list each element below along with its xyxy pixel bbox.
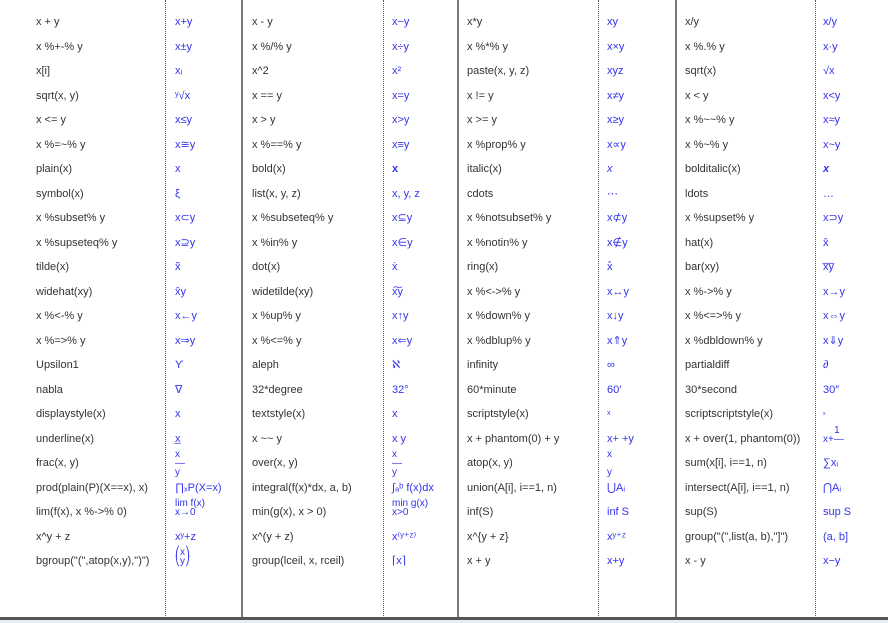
expression-text: x %==% y <box>252 138 302 151</box>
expression-text: x %<=% y <box>252 334 302 347</box>
rendered-expression: x↔y <box>607 285 629 298</box>
rendered-expression: inf S <box>607 506 630 518</box>
rendered-expression: ʸ√x <box>175 89 191 102</box>
rendered-expression: x <box>823 411 826 417</box>
group-divider <box>675 0 677 618</box>
rendered-expression: 1 x+— <box>823 424 844 445</box>
rendered-expression: 30″ <box>823 383 840 396</box>
rendered-expression: x±y <box>175 40 193 53</box>
rendered-expression: x≡y <box>392 138 410 151</box>
expression-text: x %dblup% y <box>467 334 531 347</box>
expression-text: x - y <box>252 16 273 28</box>
rendered-expression: xʸ+z <box>175 530 196 543</box>
expression-text: over(x, y) <box>252 457 298 469</box>
expression-text: bgroup("(",atop(x,y),")") <box>36 555 150 567</box>
rendered-expression: min g(x) x>0 <box>392 498 429 518</box>
rendered-expression: x∈y <box>392 236 413 249</box>
expression-text: x > y <box>252 114 276 126</box>
expression-text: bar(xy) <box>685 261 720 273</box>
rendered-expression: x̃ <box>175 261 181 273</box>
rendered-expression: x̂y <box>175 285 186 298</box>
rendered-expression: x≠y <box>607 89 625 102</box>
expression-text: x %supseteq% y <box>36 236 118 249</box>
rendered-expression: x−y <box>392 16 410 28</box>
expression-text: x %+-% y <box>36 40 83 53</box>
rendered-expression: x y <box>392 432 407 445</box>
expression-text: x^y + z <box>36 530 71 543</box>
rendered-expression: x≥y <box>607 114 625 126</box>
rendered-expression: x <box>392 163 399 175</box>
expression-text: x + over(1, phantom(0)) <box>685 432 801 445</box>
rendered-expression: x y <box>607 449 612 478</box>
expression-text: italic(x) <box>467 163 502 175</box>
expression-text: x*y <box>467 16 483 28</box>
rendered-expression: ∏ₓP(X=x) <box>175 481 222 494</box>
rendered-expression: x·y <box>823 40 838 53</box>
rendered-expression: x⊇y <box>175 236 196 249</box>
expression-text: sqrt(x, y) <box>36 89 79 102</box>
rendered-expression: lim f(x) x→0 <box>175 498 205 518</box>
expression-text: tilde(x) <box>36 261 70 273</box>
expression-text: aleph <box>252 359 279 371</box>
rendered-expression: x←y <box>175 310 197 322</box>
rendered-expression: x⊄y <box>607 212 628 224</box>
expression-text: x %subseteq% y <box>252 212 334 224</box>
group-divider <box>241 0 243 618</box>
expression-text: inf(S) <box>467 506 494 518</box>
expression-text: bolditalic(x) <box>685 163 741 175</box>
rendered-expression: ∇ <box>175 383 183 396</box>
expression-text: union(A[i], i==1, n) <box>467 481 557 494</box>
rendered-expression: x≅y <box>175 138 196 151</box>
rendered-expression: x — y <box>175 449 185 478</box>
rendered-expression: x <box>607 410 611 417</box>
rendered-expression: ϒ <box>175 359 184 371</box>
rendered-expression: sup S <box>823 506 852 518</box>
rendered-expression: x̂ <box>823 236 829 249</box>
expression-text: x %<->% y <box>467 285 521 298</box>
column-divider <box>815 0 816 618</box>
expression-text: x %=~% y <box>36 138 86 151</box>
expression-text: hat(x) <box>685 236 714 249</box>
rendered-expression: x→y <box>823 285 845 298</box>
expression-text: scriptscriptstyle(x) <box>685 408 774 420</box>
rendered-expression: ∫ₐᵇ f(x)dx <box>392 481 434 494</box>
expression-text: widehat(xy) <box>36 285 93 298</box>
rendered-expression: x⇔y <box>823 310 845 322</box>
expression-text: partialdiff <box>685 359 730 371</box>
expression-text: symbol(x) <box>36 187 84 200</box>
expression-text: x %~% y <box>685 138 729 151</box>
rendered-expression: x <box>175 163 181 175</box>
expression-text: group(lceil, x, rceil) <box>252 555 345 567</box>
expression-text: 32*degree <box>252 383 303 396</box>
rendered-expression: ∂ <box>823 359 829 371</box>
rendered-expression: x+y <box>607 555 625 567</box>
expression-text: ring(x) <box>467 261 499 273</box>
expression-text: x %=>% y <box>36 334 86 347</box>
rendered-expression: xᵢ <box>175 65 183 77</box>
expression-text: x/y <box>685 16 700 28</box>
rendered-expression: x=y <box>392 89 410 102</box>
expression-text: x != y <box>467 89 494 102</box>
expression-text: sup(S) <box>685 506 718 518</box>
expression-text: lim(f(x), x %->% 0) <box>36 506 127 518</box>
rendered-expression: ℵ <box>392 359 401 371</box>
expression-text: x >= y <box>467 114 497 126</box>
expression-text: x <= y <box>36 114 66 126</box>
rendered-expression: xʸ⁺ᶻ <box>607 530 626 543</box>
expression-text: 30*second <box>685 383 737 396</box>
expression-text: x %.% y <box>685 40 725 53</box>
rendered-expression: ⋃Aᵢ <box>607 481 626 494</box>
rendered-expression: x <box>392 408 398 420</box>
rendered-expression: x <box>607 163 613 175</box>
expression-text: x %->% y <box>685 285 732 298</box>
rendered-expression: x↑y <box>392 310 409 322</box>
expression-text: x == y <box>252 89 282 102</box>
rendered-expression: ẋ <box>392 261 398 273</box>
rendered-expression: 60′ <box>607 383 622 396</box>
expression-text: x %notin% y <box>467 236 528 249</box>
expression-text: x %down% y <box>467 310 530 322</box>
rendered-expression: x⊂y <box>175 212 196 224</box>
expression-text: x^(y + z) <box>252 530 294 543</box>
expression-text: x^2 <box>252 65 269 77</box>
expression-text: min(g(x), x > 0) <box>252 506 327 518</box>
expression-text: Upsilon1 <box>36 359 79 371</box>
expression-text: group("(",list(a, b),"]") <box>685 530 789 543</box>
rendered-expression: x≈y <box>823 114 841 126</box>
expression-text: infinity <box>467 359 499 371</box>
rendered-expression: x+y <box>175 16 193 28</box>
rendered-expression: ξ <box>175 187 180 200</box>
rendered-expression: x⇒y <box>175 334 196 347</box>
expression-text: plain(x) <box>36 163 73 175</box>
rendered-expression: ⌈x⌉ <box>392 555 407 567</box>
rendered-expression: ⋂Aᵢ <box>823 481 842 494</box>
rendered-expression: x∝y <box>607 138 626 151</box>
rendered-expression: x⁽ʸ⁺ᶻ⁾ <box>392 530 417 543</box>
rendered-expression: x̊ <box>607 261 613 273</box>
expression-text: displaystyle(x) <box>36 408 106 420</box>
rendered-expression: x <box>175 408 181 420</box>
rendered-expression: ∞ <box>607 359 615 371</box>
column-divider <box>165 0 166 618</box>
expression-text: x < y <box>685 89 709 102</box>
rendered-expression: x̲ <box>175 432 181 445</box>
rendered-expression: ⎛x⎞ ⎝y⎠ <box>175 547 190 567</box>
rendered-expression: x~y <box>823 138 841 151</box>
rendered-expression: x⊆y <box>392 212 413 224</box>
expression-text: widetilde(xy) <box>252 285 314 298</box>
expression-text: frac(x, y) <box>36 457 79 469</box>
expression-text: x %notsubset% y <box>467 212 552 224</box>
rendered-expression: xy <box>607 16 618 28</box>
rendered-expression: x∉y <box>607 236 628 249</box>
expression-text: x %up% y <box>252 310 301 322</box>
rendered-expression: x↓y <box>607 310 624 322</box>
expression-text: ldots <box>685 187 709 200</box>
expression-text: bold(x) <box>252 163 286 175</box>
expression-text: atop(x, y) <box>467 457 513 469</box>
expression-text: x %*% y <box>467 40 508 53</box>
rendered-expression: x⇑y <box>607 334 628 347</box>
expression-text: x %<=>% y <box>685 310 741 322</box>
rendered-expression: x, y, z <box>392 187 420 200</box>
rendered-expression: x÷y <box>392 40 410 53</box>
expression-text: x %<-% y <box>36 310 83 322</box>
rendered-expression: x>y <box>392 114 410 126</box>
rendered-expression: √x <box>823 65 835 77</box>
rendered-expression: … <box>823 187 834 200</box>
expression-text: x %in% y <box>252 236 298 249</box>
expression-text: x + y <box>36 16 60 28</box>
rendered-expression: x/y <box>823 16 838 28</box>
rendered-expression: xyz <box>607 65 624 77</box>
rendered-expression: x͠y <box>392 285 403 298</box>
rendered-expression: x⇓y <box>823 334 844 347</box>
expression-text: scriptstyle(x) <box>467 408 529 420</box>
rendered-expression: x⊃y <box>823 212 844 224</box>
expression-text: x %/% y <box>252 40 292 53</box>
expression-text: x %prop% y <box>467 138 526 151</box>
expression-text: x + phantom(0) + y <box>467 432 560 445</box>
expression-text: list(x, y, z) <box>252 187 301 200</box>
column-divider <box>598 0 599 618</box>
expression-text: sqrt(x) <box>685 65 717 77</box>
expression-text: intersect(A[i], i==1, n) <box>685 481 790 494</box>
rendered-expression: x+ +y <box>607 432 634 445</box>
rendered-expression: 32° <box>392 383 409 396</box>
rendered-expression: x−y <box>823 555 841 567</box>
expression-text: dot(x) <box>252 261 281 273</box>
rendered-expression: ∑xᵢ <box>823 457 839 469</box>
rendered-expression: x̅y̅ <box>823 261 834 273</box>
rendered-expression: ⋯ <box>607 187 618 200</box>
expression-text: x %supset% y <box>685 212 755 224</box>
rendered-expression: x <box>823 163 830 175</box>
expression-text: paste(x, y, z) <box>467 65 530 77</box>
expression-text: sum(x[i], i==1, n) <box>685 457 767 469</box>
group-divider <box>457 0 459 618</box>
expression-text: x + y <box>467 555 491 567</box>
column-divider <box>383 0 384 618</box>
expression-text: x %dbldown% y <box>685 334 763 347</box>
expression-text: x %~~% y <box>685 114 735 126</box>
expression-text: x %subset% y <box>36 212 106 224</box>
expression-text: 60*minute <box>467 383 517 396</box>
expression-text: textstyle(x) <box>252 408 306 420</box>
rendered-expression: x⇐y <box>392 334 413 347</box>
expression-text: cdots <box>467 187 494 200</box>
expression-text: integral(f(x)*dx, a, b) <box>252 481 352 494</box>
expression-text: underline(x) <box>36 432 95 445</box>
rendered-expression: (a, b] <box>823 530 849 543</box>
expression-text: x - y <box>685 555 706 567</box>
expression-text: x^{y + z} <box>467 530 509 543</box>
rendered-expression: x<y <box>823 89 841 102</box>
rendered-expression: x² <box>392 65 402 77</box>
expression-text: nabla <box>36 383 63 396</box>
expression-text: x ~~ y <box>252 432 282 445</box>
rendered-expression: x — y <box>392 449 402 478</box>
expression-text: prod(plain(P)(X==x), x) <box>36 481 148 494</box>
rendered-expression: x×y <box>607 40 625 53</box>
rendered-expression: x≤y <box>175 114 193 126</box>
expression-text: x[i] <box>36 65 51 77</box>
